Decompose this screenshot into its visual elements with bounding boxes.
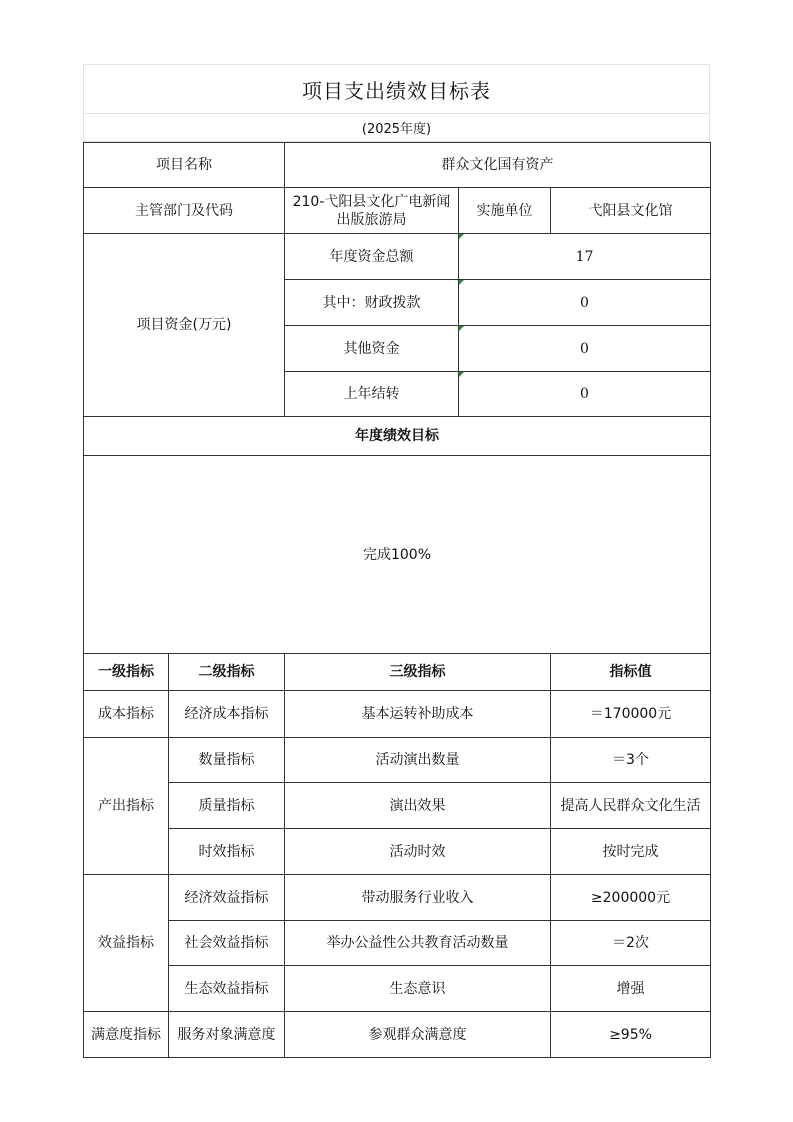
indicator-row [84,691,711,738]
annual-goal-header: 年度绩效目标 [84,417,711,456]
level1-cell: 成本指标 [84,691,169,738]
fund-item-label: 其中：财政拨款 [285,280,459,326]
indicator-value-header: 指标值 [551,654,711,691]
level1-cell: 产出指标 [84,738,169,875]
level3-cell: 基本运转补助成本 [285,691,551,738]
level2-cell: 数量指标 [169,738,285,783]
target-table [83,142,711,1058]
level2-cell: 生态效益指标 [169,966,285,1012]
annual-goal-header-row [84,417,711,456]
level2-cell: 社会效益指标 [169,921,285,966]
indicator-row [84,783,711,829]
fund-item-label: 年度资金总额 [285,234,459,280]
implementing-unit-label: 实施单位 [459,188,551,234]
department-value: 210-弋阳县文化广电新闻出版旅游局 [285,188,459,234]
level2-cell: 服务对象满意度 [169,1012,285,1058]
project-name-value: 群众文化国有资产 [285,143,711,188]
indicator-header-row [84,654,711,691]
cell-marker-icon [459,234,464,239]
cell-marker-icon [459,326,464,331]
level2-cell: 质量指标 [169,783,285,829]
sheet-title: 项目支出绩效目标表 [83,64,710,113]
department-label: 主管部门及代码 [84,188,285,234]
level3-cell: 参观群众满意度 [285,1012,551,1058]
indicator-row [84,738,711,783]
indicator-row [84,921,711,966]
fund-item-value: 0 [459,326,711,372]
indicator-value-cell: 提高人民群众文化生活 [551,783,711,829]
indicator-value-cell: 按时完成 [551,829,711,875]
level3-cell: 演出效果 [285,783,551,829]
indicator-value-cell: 增强 [551,966,711,1012]
project-name-label: 项目名称 [84,143,285,188]
indicator-value-cell: ≥200000元 [551,875,711,921]
level3-cell: 活动演出数量 [285,738,551,783]
implementing-unit-value: 弋阳县文化馆 [551,188,711,234]
level1-cell: 效益指标 [84,875,169,1012]
cell-marker-icon [459,372,464,377]
level3-cell: 举办公益性公共教育活动数量 [285,921,551,966]
fund-row [84,234,711,280]
indicator-row [84,875,711,921]
fund-item-value: 0 [459,280,711,326]
level2-cell: 时效指标 [169,829,285,875]
indicator-row [84,1012,711,1058]
annual-goal-content: 完成100% [84,456,711,654]
cell-marker-icon [459,280,464,285]
level1-header: 一级指标 [84,654,169,691]
year-label: (2025年度) [83,113,710,142]
indicator-value-cell: ＝2次 [551,921,711,966]
level3-cell: 带动服务行业收入 [285,875,551,921]
indicator-row [84,829,711,875]
level1-cell: 满意度指标 [84,1012,169,1058]
fund-item-label: 其他资金 [285,326,459,372]
level2-header: 二级指标 [169,654,285,691]
fund-item-value: 0 [459,372,711,417]
level3-cell: 活动时效 [285,829,551,875]
level2-cell: 经济成本指标 [169,691,285,738]
indicator-value-cell: ＝3个 [551,738,711,783]
level3-header: 三级指标 [285,654,551,691]
department-row [84,188,711,234]
fund-item-label: 上年结转 [285,372,459,417]
level2-cell: 经济效益指标 [169,875,285,921]
indicator-value-cell: ≥95% [551,1012,711,1058]
indicator-value-cell: ＝170000元 [551,691,711,738]
annual-goal-row [84,456,711,654]
fund-label: 项目资金(万元) [84,234,285,417]
level3-cell: 生态意识 [285,966,551,1012]
fund-item-value: 17 [459,234,711,280]
project-name-row [84,143,711,188]
indicator-row [84,966,711,1012]
performance-target-sheet [83,64,710,1058]
